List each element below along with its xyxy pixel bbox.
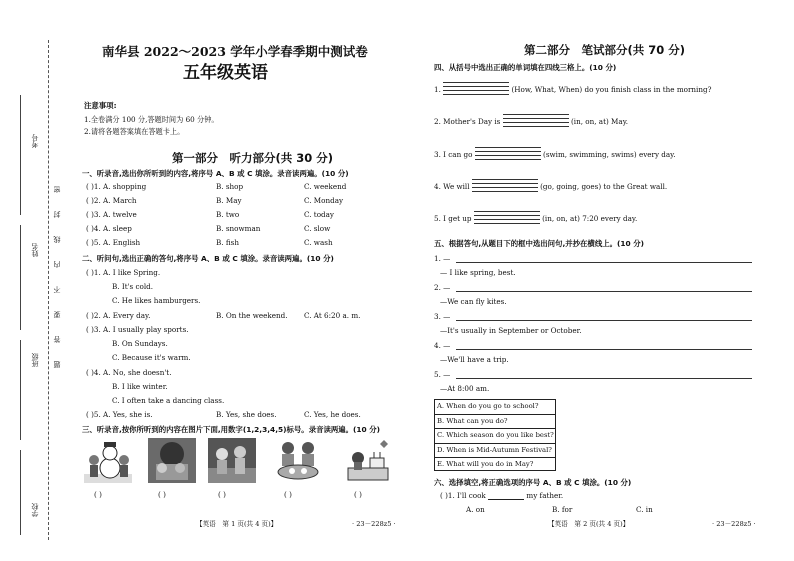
q5-option: D. When is Mid-Autumn Festival? xyxy=(435,444,555,459)
q5-options-box xyxy=(434,399,556,471)
q4-item: 4. We will (go, going, goes) to the Great wall. xyxy=(434,179,667,191)
seal-line xyxy=(48,40,49,540)
q3-bracket[interactable]: ( ) xyxy=(158,490,166,499)
q2-option: B. It's cold. xyxy=(112,282,154,291)
q6-option: A. on xyxy=(466,505,485,514)
seal-char: 题 xyxy=(53,361,61,368)
q6-item: ( )1. I'll cook my father. xyxy=(440,491,564,500)
q6-option: C. in xyxy=(636,505,653,514)
snowman-picture xyxy=(84,438,132,483)
q2-option: C. At 6:20 a. m. xyxy=(304,311,361,320)
part1-title: 第一部分 听力部分(共 30 分) xyxy=(172,151,334,165)
binding-strip xyxy=(0,0,70,561)
q1-heading: 一、听录音,选出你所听到的内容,将序号 A、B 或 C 填涂。录音读两遍。(10 分) xyxy=(82,169,349,178)
q5-heading: 五、根据答句,从题目下的框中选出问句,并抄在横线上。(10 分) xyxy=(434,239,644,248)
q2-option: B. Yes, she does. xyxy=(216,410,277,419)
q2-option: C. Yes, he does. xyxy=(304,410,361,419)
q2-option: B. I like winter. xyxy=(112,382,168,391)
q2-option: ( )4. A. No, she doesn't. xyxy=(86,368,172,377)
seal-char: 内 xyxy=(53,261,61,268)
family-picture xyxy=(208,438,256,483)
cake-picture xyxy=(344,438,392,483)
q1-option: ( )4. A. sleep xyxy=(86,224,132,233)
q5-question: 4. — xyxy=(434,341,451,350)
q5-option: B. What can you do? xyxy=(435,415,555,430)
q1-option: B. shop xyxy=(216,182,244,191)
q5-option: A. When do you go to school? xyxy=(435,400,555,415)
seal-char: 要 xyxy=(53,311,61,318)
q1-option: B. snowman xyxy=(216,224,261,233)
q5-question: 2. — xyxy=(434,283,451,292)
q5-question: 3. — xyxy=(434,312,451,321)
q5-answer: —We can fly kites. xyxy=(440,297,507,306)
q2-option: ( )5. A. Yes, she is. xyxy=(86,410,153,419)
seal-char: 不 xyxy=(53,286,61,293)
q2-option: B. On Sundays. xyxy=(112,339,168,348)
seal-char: 线 xyxy=(53,236,61,243)
exam-number-label: 考号 xyxy=(31,134,39,148)
q2-option: ( )3. A. I usually play sports. xyxy=(86,325,189,334)
q5-answer: —At 8:00 am. xyxy=(440,384,490,393)
q4-item: 2. Mother's Day is (in, on, at) May. xyxy=(434,114,628,126)
q2-option: C. He likes hamburgers. xyxy=(112,296,201,305)
q1-option: B. fish xyxy=(216,238,239,247)
answer-line[interactable] xyxy=(456,378,752,379)
q4-item: 5. I get up (in, on, at) 7:20 every day. xyxy=(434,211,637,223)
q1-option: C. weekend xyxy=(304,182,347,191)
q2-option: ( )1. A. I like Spring. xyxy=(86,268,161,277)
q4-heading: 四、从括号中选出正确的单词填在四线三格上。(10 分) xyxy=(434,63,617,72)
seal-char: 密 xyxy=(53,186,61,193)
q1-option: C. wash xyxy=(304,238,333,247)
q2-heading: 二、听问句,选出正确的答句,将序号 A、B 或 C 填涂。录音读两遍。(10 分) xyxy=(82,254,334,263)
q1-option: ( )5. A. English xyxy=(86,238,141,247)
q5-answer: —It's usually in September or October. xyxy=(440,326,582,335)
exam-title: 南华县 2022～2023 学年小学春季期中测试卷 xyxy=(102,44,368,59)
right-page-code: · 23－228z5 · xyxy=(712,520,756,528)
q2-option: C. I often take a dancing class. xyxy=(112,396,225,405)
q5-question: 1. — xyxy=(434,254,451,263)
answer-line[interactable] xyxy=(456,320,752,321)
note-item: 2.请将各题答案填在答题卡上。 xyxy=(84,127,185,136)
q6-option: B. for xyxy=(552,505,573,514)
note-item: 1.全卷满分 100 分,答题时间为 60 分钟。 xyxy=(84,115,219,124)
class-line xyxy=(20,340,21,440)
q1-option: B. two xyxy=(216,210,240,219)
answer-line[interactable] xyxy=(456,262,752,263)
dinner-picture xyxy=(274,438,322,483)
q2-option: B. On the weekend. xyxy=(216,311,288,320)
name-label: 姓名 xyxy=(31,243,39,257)
q1-option: ( )3. A. twelve xyxy=(86,210,137,219)
q5-option: E. What will you do in May? xyxy=(437,460,534,469)
q3-bracket[interactable]: ( ) xyxy=(354,490,362,499)
answer-line[interactable] xyxy=(456,291,752,292)
right-page-number: 【英语 第 2 页(共 4 页)】 xyxy=(548,520,630,528)
q1-option: C. today xyxy=(304,210,334,219)
q5-answer: — I like spring, best. xyxy=(440,268,516,277)
four-line-blank[interactable] xyxy=(443,82,509,94)
four-line-blank[interactable] xyxy=(472,179,538,191)
q1-option: C. slow xyxy=(304,224,331,233)
q6-heading: 六、选择填空,将正确选项的序号 A、B 或 C 填涂。(10 分) xyxy=(434,478,632,487)
q1-option: ( )1. A. shopping xyxy=(86,182,147,191)
exam-number-line xyxy=(20,95,21,215)
name-line xyxy=(20,225,21,330)
notes-heading: 注意事项: xyxy=(84,101,117,110)
q1-option: ( )2. A. March xyxy=(86,196,137,205)
q5-answer: —We'll have a trip. xyxy=(440,355,509,364)
q5-option: C. Which season do you like best? xyxy=(435,429,555,444)
q2-option: ( )2. A. Every day. xyxy=(86,311,151,320)
left-page-code: · 23－228z5 · xyxy=(352,520,396,528)
q4-item: 3. I can go (swim, swimming, swims) every day. xyxy=(434,147,676,159)
school-label: 学校 xyxy=(31,503,39,517)
q3-bracket[interactable]: ( ) xyxy=(284,490,292,499)
q6-blank[interactable] xyxy=(488,491,524,500)
q3-bracket[interactable]: ( ) xyxy=(218,490,226,499)
left-page-number: 【英语 第 1 页(共 4 页)】 xyxy=(196,520,278,528)
school-line xyxy=(20,450,21,535)
q3-bracket[interactable]: ( ) xyxy=(94,490,102,499)
answer-line[interactable] xyxy=(456,349,752,350)
q3-heading: 三、听录音,按你所听到的内容在图片下面,用数字(1,2,3,4,5)标号。录音读两遍。(10 分) xyxy=(82,425,381,434)
q5-question: 5. — xyxy=(434,370,451,379)
q1-option: C. Monday xyxy=(304,196,344,205)
seal-char: 答 xyxy=(53,336,61,343)
q4-item: 1. (How, What, When) do you finish class in the morning? xyxy=(434,82,711,94)
four-line-blank[interactable] xyxy=(475,147,541,159)
kite-picture xyxy=(148,438,196,483)
q2-option: C. Because it's warm. xyxy=(112,353,191,362)
part2-title: 第二部分 笔试部分(共 70 分) xyxy=(524,43,686,57)
exam-subtitle: 五年级英语 xyxy=(183,63,268,83)
class-label: 班级 xyxy=(31,353,39,367)
four-line-blank[interactable] xyxy=(503,114,569,126)
q1-option: B. May xyxy=(216,196,242,205)
seal-char: 封 xyxy=(53,211,61,218)
four-line-blank[interactable] xyxy=(474,211,540,223)
